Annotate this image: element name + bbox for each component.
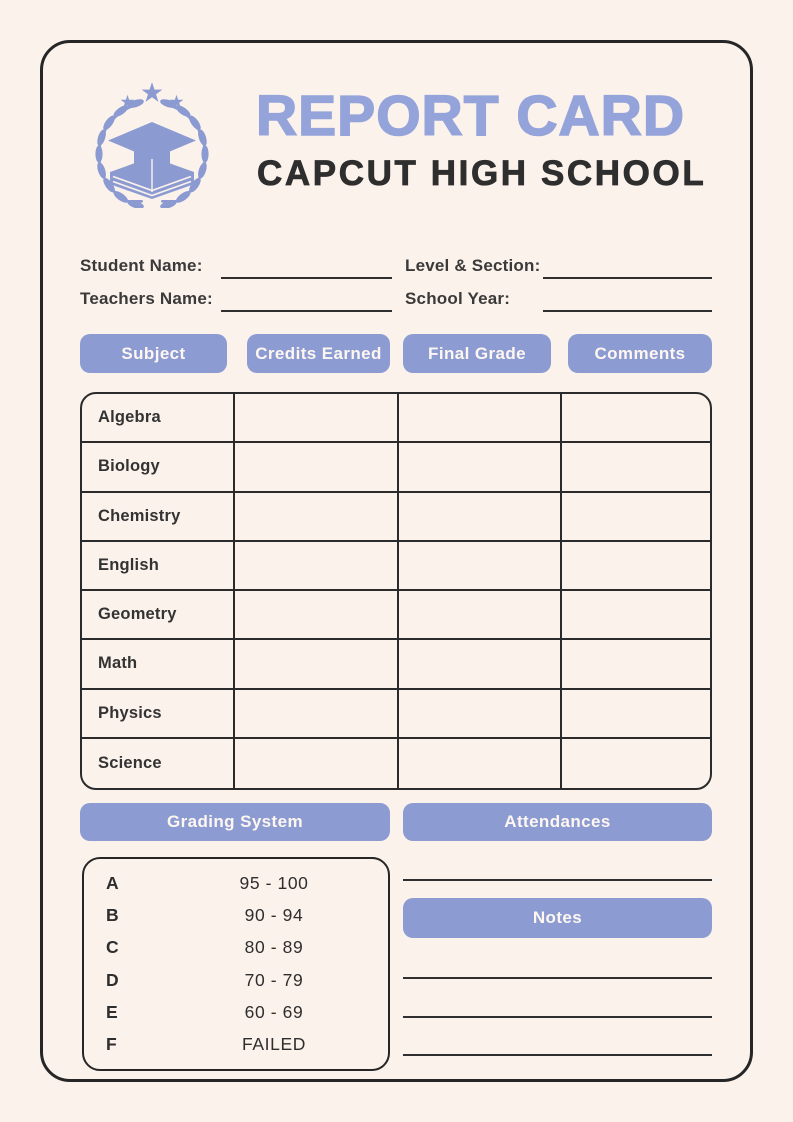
grade-range: 90 - 94	[244, 904, 304, 925]
grade-range: FAILED	[242, 1034, 306, 1055]
credits-earned-cell[interactable]	[235, 739, 399, 788]
teachers-name-line[interactable]	[221, 310, 392, 312]
level-section-line[interactable]	[543, 277, 712, 279]
grading-system-box	[82, 857, 390, 1071]
student-name-label: Student Name:	[80, 256, 203, 275]
grade-range: 60 - 69	[244, 1001, 304, 1022]
grading-scale-row	[84, 1032, 388, 1058]
final-grade-cell[interactable]	[399, 443, 562, 492]
grading-scale-row	[84, 902, 388, 928]
school-logo-icon	[82, 80, 222, 208]
final-grade-cell[interactable]	[399, 690, 562, 739]
notes-header: Notes	[403, 898, 712, 938]
school-year-line[interactable]	[543, 310, 712, 312]
final-grade-cell[interactable]	[399, 739, 562, 788]
comments-cell[interactable]	[562, 739, 710, 788]
table-header-subject: Subject	[80, 334, 227, 373]
final-grade-cell[interactable]	[399, 394, 562, 443]
subject-cell: Geometry	[82, 591, 235, 640]
book-icon	[110, 157, 194, 199]
grade-range: 70 - 79	[244, 969, 304, 990]
comments-cell[interactable]	[562, 394, 710, 443]
comments-cell[interactable]	[562, 443, 710, 492]
grade-range: 80 - 89	[244, 937, 304, 958]
grade-letter: D	[106, 969, 119, 990]
school-year-label: School Year:	[405, 289, 511, 308]
table-header-final-grade: Final Grade	[403, 334, 551, 373]
credits-earned-cell[interactable]	[235, 690, 399, 739]
comments-cell[interactable]	[562, 542, 710, 591]
grading-scale-row	[84, 967, 388, 993]
subject-cell: Physics	[82, 690, 235, 739]
credits-earned-cell[interactable]	[235, 443, 399, 492]
table-header-credits-earned: Credits Earned	[247, 334, 390, 373]
credits-earned-cell[interactable]	[235, 640, 399, 689]
subject-cell: English	[82, 542, 235, 591]
final-grade-cell[interactable]	[399, 640, 562, 689]
grade-range: 95 - 100	[239, 872, 309, 893]
credits-earned-cell[interactable]	[235, 493, 399, 542]
grade-letter: B	[106, 904, 119, 925]
grading-scale-row	[84, 999, 388, 1025]
grade-letter: C	[106, 937, 119, 958]
comments-cell[interactable]	[562, 690, 710, 739]
credits-earned-cell[interactable]	[235, 394, 399, 443]
comments-cell[interactable]	[562, 493, 710, 542]
grade-letter: A	[106, 872, 119, 893]
report-title: REPORT CARD	[256, 84, 686, 148]
comments-cell[interactable]	[562, 640, 710, 689]
notes-line[interactable]	[403, 1054, 712, 1056]
grading-scale-row	[84, 935, 388, 961]
credits-earned-cell[interactable]	[235, 542, 399, 591]
notes-line[interactable]	[403, 1016, 712, 1018]
notes-line[interactable]	[403, 977, 712, 979]
credits-earned-cell[interactable]	[235, 591, 399, 640]
table-header-comments: Comments	[568, 334, 712, 373]
grades-table	[80, 392, 712, 790]
subject-cell: Chemistry	[82, 493, 235, 542]
final-grade-cell[interactable]	[399, 493, 562, 542]
attendances-header: Attendances	[403, 803, 712, 841]
subject-cell: Science	[82, 739, 235, 788]
final-grade-cell[interactable]	[399, 542, 562, 591]
grading-scale-row	[84, 870, 388, 896]
school-name: CAPCUT HIGH SCHOOL	[257, 154, 707, 193]
subject-cell: Biology	[82, 443, 235, 492]
student-name-line[interactable]	[221, 277, 392, 279]
teachers-name-label: Teachers Name:	[80, 289, 213, 308]
subject-cell: Algebra	[82, 394, 235, 443]
grade-letter: E	[106, 1001, 118, 1022]
subject-cell: Math	[82, 640, 235, 689]
final-grade-cell[interactable]	[399, 591, 562, 640]
comments-cell[interactable]	[562, 591, 710, 640]
attendance-line[interactable]	[403, 879, 712, 881]
grading-system-header: Grading System	[80, 803, 390, 841]
grade-letter: F	[106, 1034, 117, 1055]
level-section-label: Level & Section:	[405, 256, 541, 275]
